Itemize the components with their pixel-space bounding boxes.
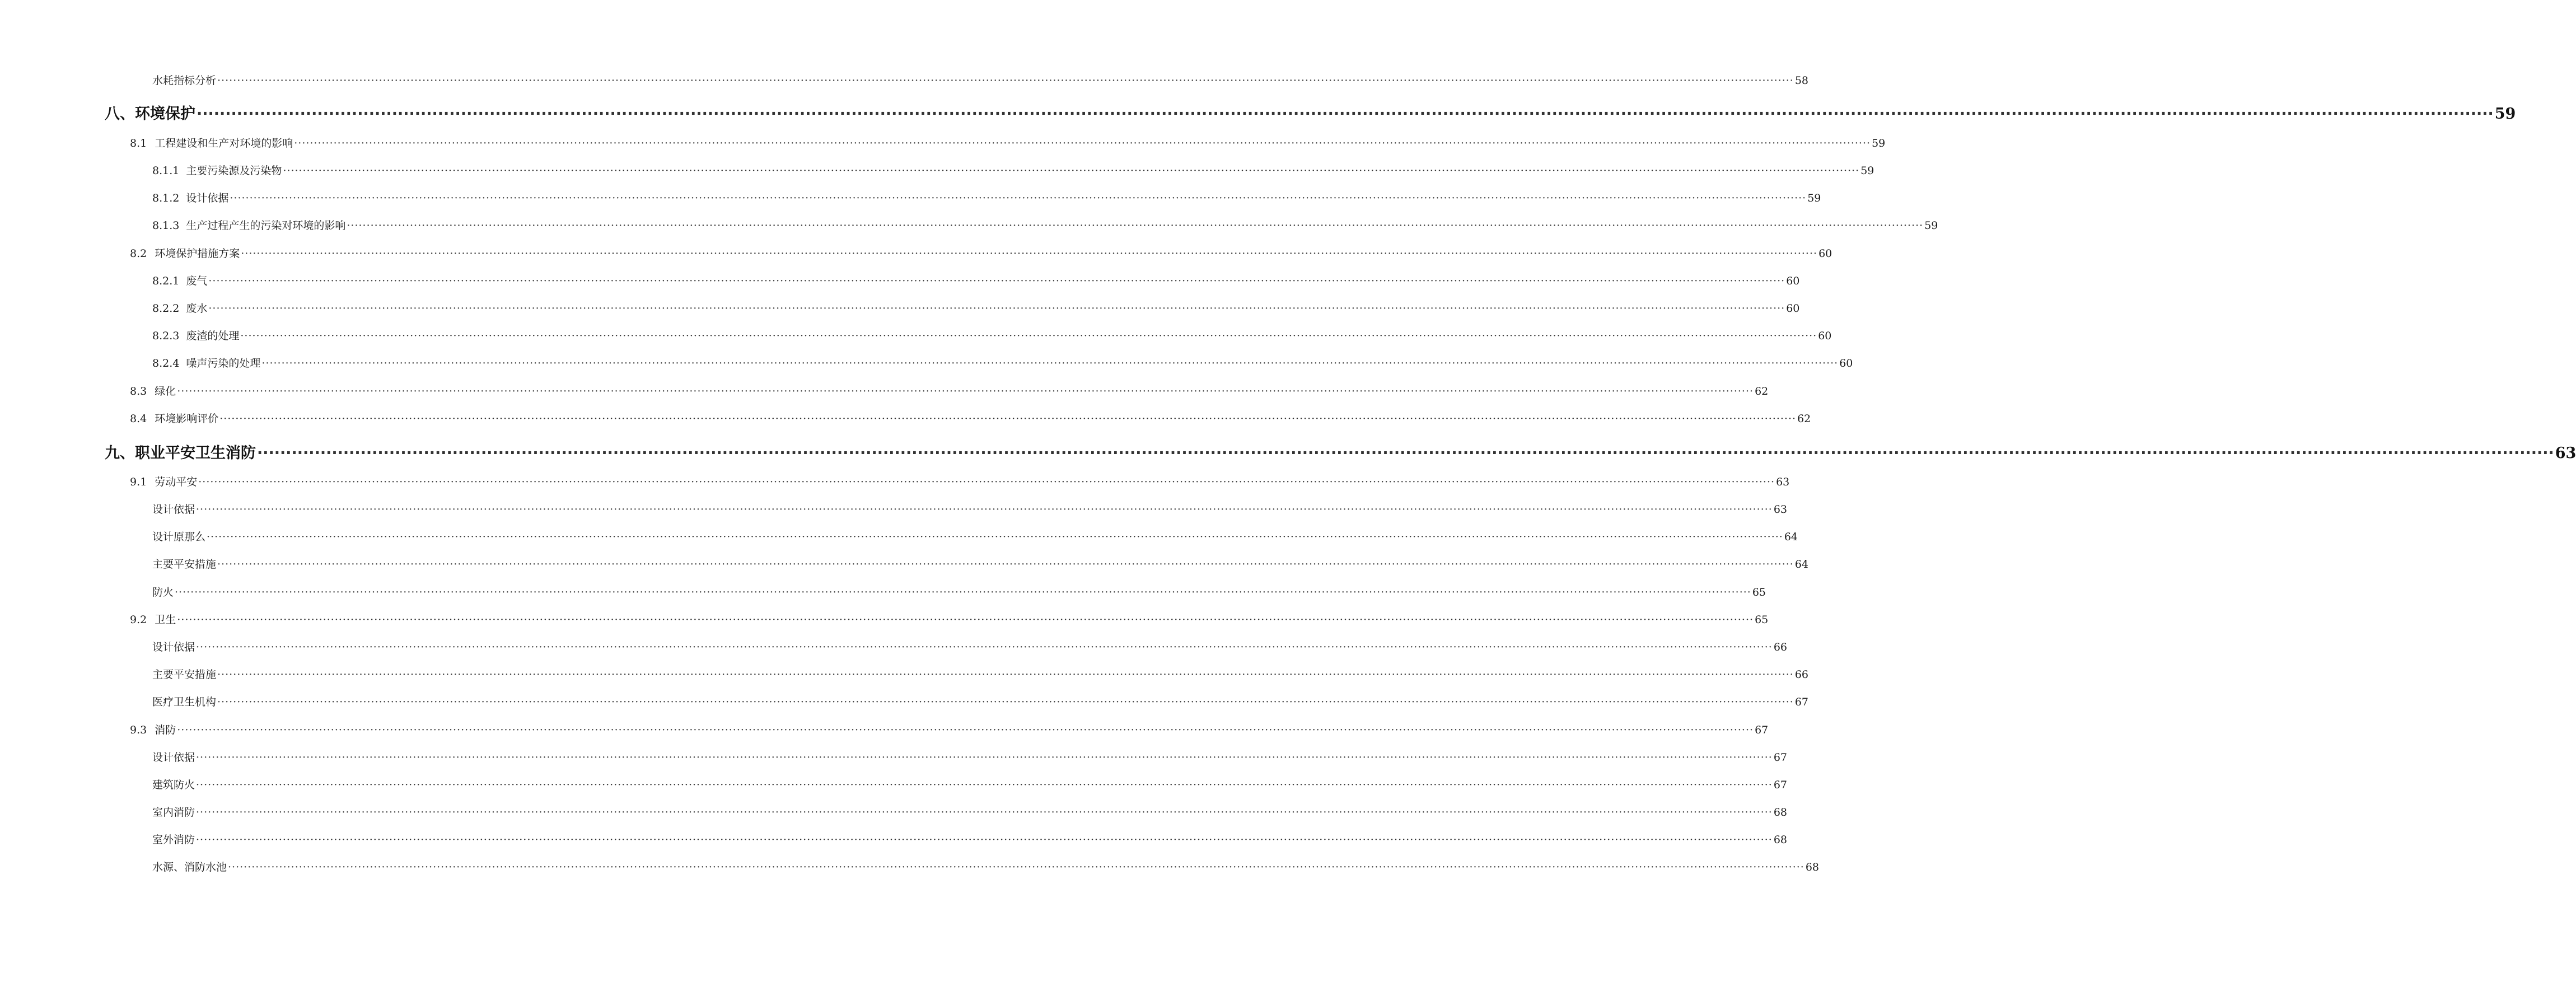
dot-leader: ················································································································································································································································································································································································································ [196, 806, 1773, 819]
toc-entry-number: 8.1.1 [152, 165, 180, 177]
toc-entry-page-number: 64 [1784, 531, 1798, 543]
toc-entry-page-number: 60 [1818, 247, 1832, 260]
toc-entry-title: 环境保护措施方案 [155, 247, 240, 260]
toc-entry-page-number: 67 [1773, 751, 1788, 764]
toc-entry-page-number: 59 [1872, 137, 1886, 149]
dot-leader: ················································································································································································································································································································································································································ [347, 219, 1924, 232]
toc-entry[interactable] [152, 355, 1853, 370]
dot-leader: ················································································································································································································································································································································································································ [283, 165, 1860, 177]
toc-entry[interactable] [130, 611, 1769, 626]
toc-entry-page-number: 60 [1786, 302, 1800, 315]
toc-entry[interactable] [152, 804, 1788, 819]
toc-entry-title: 设计依据 [152, 641, 195, 653]
toc-entry-page-number: 63 [1776, 476, 1790, 488]
dot-leader: ················································································································································································································································································································································································································ [217, 696, 1794, 708]
toc-entry-page-number: 63 [1773, 503, 1788, 516]
toc-entry-page-number: 59 [1924, 219, 1938, 232]
toc-entry-label [152, 72, 216, 87]
toc-entry-number: 8.2.1 [152, 275, 180, 287]
toc-entry-page-number: 68 [1773, 806, 1788, 819]
dot-leader: ················································································································································································································································································································································································································ [177, 385, 1754, 398]
toc-entry-page-number: 66 [1794, 668, 1809, 681]
toc-entry-number: 8.2.3 [152, 330, 180, 342]
toc-entry-page-number: 66 [1773, 641, 1788, 653]
dot-leader: ················································································································································································································································································································································································································ [219, 413, 1797, 425]
toc-entry-number: 8.4 [130, 413, 147, 425]
toc-entry[interactable] [152, 694, 1809, 709]
toc-entry-label [152, 162, 282, 177]
toc-entry[interactable] [152, 749, 1788, 764]
toc-entry[interactable] [152, 190, 1821, 205]
toc-entry[interactable] [130, 722, 1769, 737]
dot-leader: ················································································································································································································································································································································································································ [257, 445, 2554, 462]
dot-leader: ················································································································································································································································································································································································································ [177, 614, 1754, 626]
dot-leader: ················································································································································································································································································································································································································ [228, 861, 1804, 873]
toc-entry-page-number: 67 [1773, 779, 1788, 791]
toc-entry-title: 设计原那么 [152, 531, 206, 543]
toc-entry-title: 主要污染源及污染物 [186, 165, 282, 177]
toc-entry-number: 8.1.2 [152, 192, 180, 204]
dot-leader: ················································································································································································································································································································································································································ [196, 751, 1773, 764]
toc-entry[interactable] [152, 859, 1820, 874]
toc-entry-label [152, 777, 195, 792]
toc-entry-label [130, 245, 240, 260]
toc-entry-title: 八、环境保护 [105, 105, 195, 123]
toc-entry-title: 医疗卫生机构 [152, 696, 217, 708]
toc-entry-number: 9.1 [130, 476, 147, 488]
dot-leader: ················································································································································································································································································································································································································ [196, 779, 1773, 791]
toc-entry-number: 8.2 [130, 247, 147, 260]
toc-entry-label [152, 190, 228, 205]
toc-entry-label [152, 556, 216, 571]
toc-entry[interactable] [152, 72, 1809, 87]
toc-entry-page-number: 68 [1773, 834, 1788, 846]
dot-leader: ················································································································································································································································································································································································································ [198, 476, 1775, 488]
toc-entry-title: 室内消防 [152, 806, 195, 819]
toc-entry[interactable] [130, 410, 1811, 425]
toc-chapter-entry[interactable] [105, 441, 2576, 462]
toc-entry-page-number: 68 [1805, 861, 1820, 873]
toc-entry-page-number: 59 [2494, 105, 2516, 123]
dot-leader: ················································································································································································································································································································································································································ [197, 105, 2494, 123]
toc-entry-label [130, 383, 176, 398]
toc-entry-label [152, 859, 227, 874]
toc-entry-title: 消防 [155, 724, 176, 736]
toc-chapter-entry[interactable] [105, 101, 2516, 123]
toc-entry-title: 工程建设和生产对环境的影响 [155, 137, 293, 149]
toc-entry-page-number: 60 [1839, 357, 1853, 370]
toc-entry-label [130, 410, 218, 425]
toc-entry-title: 水源、消防水池 [152, 861, 227, 873]
dot-leader: ················································································································································································································································································································································································································ [230, 192, 1807, 204]
toc-entry-page-number: 67 [1755, 724, 1769, 736]
dot-leader: ················································································································································································································································································································································································································ [207, 531, 1783, 543]
toc-entry-label [152, 501, 195, 516]
toc-entry-label [152, 749, 195, 764]
toc-entry-number: 8.2.4 [152, 357, 180, 370]
dot-leader: ················································································································································································································································································································································································································ [294, 137, 1871, 149]
dot-leader: ················································································································································································································································································································································································································ [217, 668, 1794, 681]
toc-entry-title: 废渣的处理 [186, 330, 240, 342]
toc-entry[interactable] [152, 300, 1800, 315]
toc-entry[interactable] [152, 777, 1788, 792]
toc-entry-page-number: 60 [1786, 275, 1800, 287]
toc-entry-title: 防火 [152, 586, 174, 598]
toc-entry-page-number: 65 [1752, 586, 1766, 598]
toc-entry-label [130, 611, 176, 626]
toc-entry-page-number: 59 [1807, 192, 1821, 204]
dot-leader: ················································································································································································································································································································································································································ [241, 247, 1818, 260]
toc-entry-title: 废气 [186, 275, 208, 287]
toc-entry[interactable] [152, 529, 1798, 544]
toc-entry-title: 主要平安措施 [152, 668, 217, 681]
toc-entry-page-number: 62 [1797, 413, 1811, 425]
toc-entry[interactable] [130, 474, 1790, 489]
toc-entry-page-number: 65 [1755, 614, 1769, 626]
toc-entry[interactable] [152, 273, 1800, 288]
toc-entry[interactable] [152, 328, 1832, 343]
dot-leader: ················································································································································································································································································································································································································ [261, 357, 1839, 370]
toc-entry[interactable] [152, 666, 1809, 681]
toc-entry-number: 9.2 [130, 614, 147, 626]
toc-entry-page-number: 64 [1794, 558, 1809, 571]
toc-entry[interactable] [130, 245, 1832, 260]
toc-entry-title: 劳动平安 [155, 476, 198, 488]
dot-leader: ················································································································································································································································································································································································································ [196, 503, 1773, 516]
toc-entry-label [152, 804, 195, 819]
toc-entry-label [152, 529, 205, 544]
toc-entry-title: 建筑防火 [152, 779, 195, 791]
toc-entry-title: 设计依据 [152, 503, 195, 516]
toc-entry-title: 水耗指标分析 [152, 74, 217, 87]
toc-entry-number: 9.3 [130, 724, 147, 736]
toc-entry-title: 废水 [186, 302, 208, 315]
toc-entry-title: 生产过程产生的污染对环境的影响 [186, 219, 346, 232]
dot-leader: ················································································································································································································································································································································································································ [196, 834, 1773, 846]
toc-entry-title: 设计依据 [186, 192, 229, 204]
toc-entry-title: 设计依据 [152, 751, 195, 764]
toc-entry[interactable] [152, 831, 1788, 847]
toc-entry-label [152, 355, 260, 370]
toc-entry[interactable] [152, 162, 1874, 177]
toc-entry-label [152, 584, 174, 599]
toc-entry-label [105, 441, 256, 462]
toc-entry-label [152, 300, 207, 315]
toc-entry-number: 8.2.2 [152, 302, 180, 315]
toc-entry-label [152, 831, 195, 847]
toc-entry-title: 九、职业平安卫生消防 [105, 445, 256, 462]
toc-entry-number: 8.3 [130, 385, 147, 398]
toc-entry[interactable] [130, 383, 1769, 398]
dot-leader: ················································································································································································································································································································································································································ [177, 724, 1754, 736]
toc-entry-label [152, 217, 345, 232]
toc-entry-label [152, 694, 216, 709]
toc-entry-label [152, 666, 216, 681]
toc-entry-page-number: 59 [1860, 165, 1874, 177]
toc-entry-label [152, 273, 207, 288]
toc-entry-title: 主要平安措施 [152, 558, 217, 571]
toc-entry[interactable] [152, 584, 1766, 599]
toc-entry-title: 噪声污染的处理 [186, 357, 261, 370]
toc-entry-number: 8.1.3 [152, 219, 180, 232]
dot-leader: ················································································································································································································································································································································································································ [217, 558, 1794, 571]
dot-leader: ················································································································································································································································································································································································································ [217, 74, 1794, 87]
toc-entry-label [105, 101, 195, 123]
dot-leader: ················································································································································································································································································································································································································ [175, 586, 1751, 598]
toc-entry-title: 绿化 [155, 385, 176, 398]
dot-leader: ················································································································································································································································································································································································································ [208, 302, 1785, 315]
toc-entry[interactable] [152, 639, 1788, 654]
toc-entry-label [152, 328, 239, 343]
toc-entry-number: 8.1 [130, 137, 147, 149]
toc-entry[interactable] [152, 501, 1788, 516]
dot-leader: ················································································································································································································································································································································································································ [240, 330, 1817, 342]
toc-entry[interactable] [152, 217, 1938, 232]
dot-leader: ················································································································································································································································································································································································································ [196, 641, 1773, 653]
dot-leader: ················································································································································································································································································································································································································ [208, 275, 1785, 287]
toc-entry-page-number: 60 [1818, 330, 1832, 342]
toc-entry[interactable] [130, 135, 1886, 150]
toc-entry-title: 环境影响评价 [155, 413, 219, 425]
toc-entry-page-number: 58 [1794, 74, 1809, 87]
toc-entry-title: 室外消防 [152, 834, 195, 846]
toc-entry-page-number: 67 [1794, 696, 1809, 708]
toc-entry[interactable] [152, 556, 1809, 571]
toc-entry-page-number: 63 [2555, 445, 2576, 462]
toc-entry-page-number: 62 [1755, 385, 1769, 398]
toc-entry-label [130, 722, 176, 737]
toc-entry-title: 卫生 [155, 614, 176, 626]
toc-entry-label [152, 639, 195, 654]
toc-entry-label [130, 135, 293, 150]
toc-entry-label [130, 474, 197, 489]
